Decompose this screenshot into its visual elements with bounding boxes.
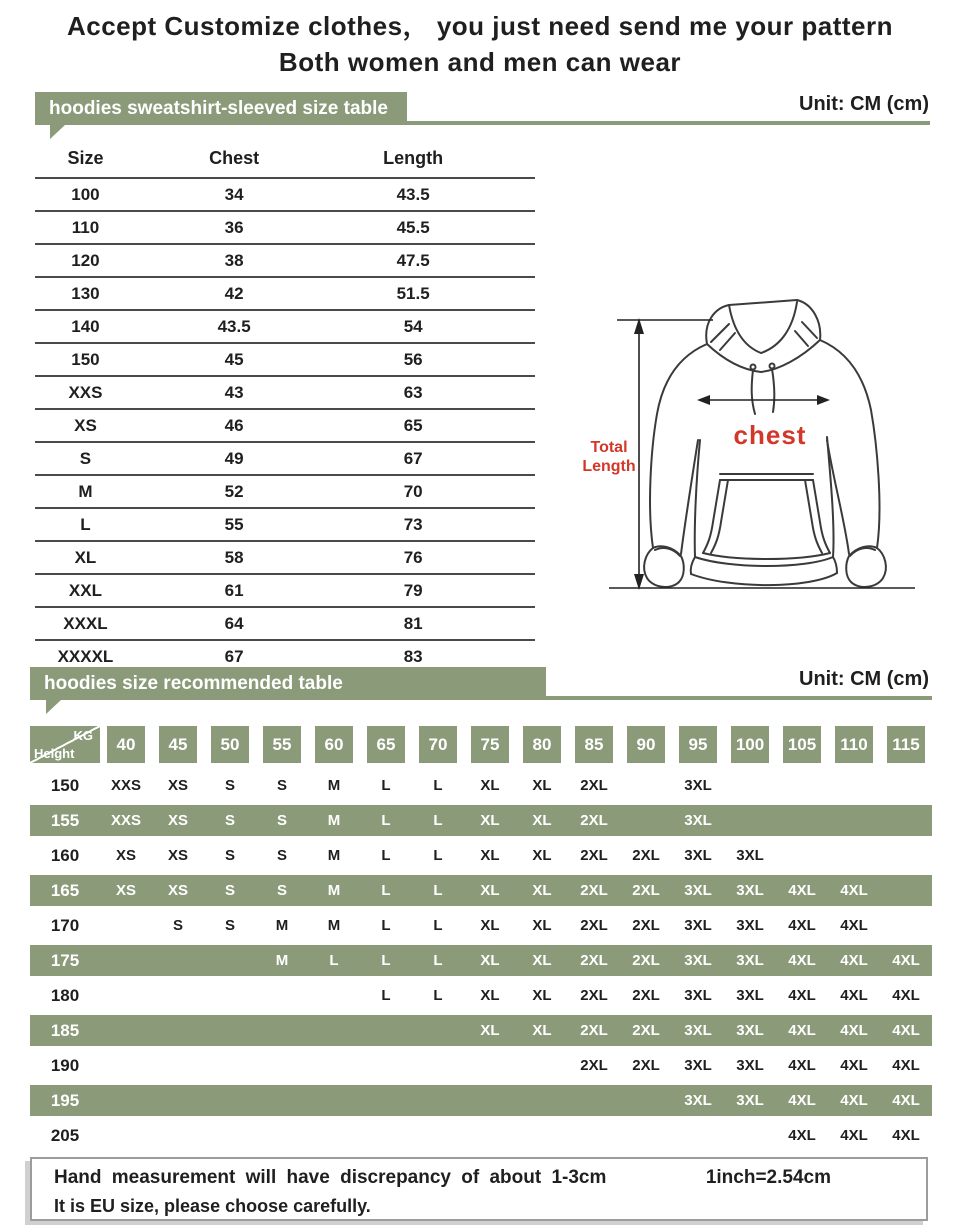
recommended-size-cell: 3XL bbox=[684, 952, 712, 969]
recommended-size-cell: 2XL bbox=[580, 952, 608, 969]
size-table-cell: XXL bbox=[35, 574, 136, 607]
size-table-cell: XXXL bbox=[35, 607, 136, 640]
size-table-row bbox=[35, 508, 535, 541]
hoodie-figure bbox=[565, 282, 950, 612]
recommended-size-cell: 4XL bbox=[788, 882, 816, 899]
size-table-cell: 64 bbox=[136, 607, 332, 640]
recommended-size-cell: 4XL bbox=[840, 952, 868, 969]
size-table-cell: 67 bbox=[136, 640, 332, 673]
size-table-cell: 65 bbox=[332, 409, 535, 442]
size-table-cell: L bbox=[35, 508, 136, 541]
size-table-cell: 73 bbox=[332, 508, 535, 541]
recommend-row bbox=[30, 1013, 932, 1048]
recommended-size-cell: XL bbox=[532, 777, 552, 794]
recommended-size-cell: XL bbox=[480, 777, 500, 794]
recommended-size-cell: 4XL bbox=[840, 1057, 868, 1074]
recommend-row bbox=[30, 768, 932, 803]
recommended-size-cell: 4XL bbox=[840, 882, 868, 899]
weight-header-cell: 40 bbox=[107, 726, 145, 763]
recommended-size-cell: S bbox=[276, 777, 287, 794]
recommended-size-cell: L bbox=[433, 882, 443, 899]
recommended-size-cell: 3XL bbox=[684, 777, 712, 794]
recommended-size-cell: 4XL bbox=[788, 987, 816, 1004]
weight-header-cell: 80 bbox=[523, 726, 561, 763]
recommended-size-cell: 2XL bbox=[580, 1057, 608, 1074]
recommended-size-cell: XS bbox=[167, 882, 188, 899]
recommended-size-cell: L bbox=[433, 812, 443, 829]
height-cell: 175 bbox=[50, 950, 80, 970]
recommended-size-cell: S bbox=[276, 882, 287, 899]
size-table bbox=[35, 140, 535, 674]
recommended-size-cell: 3XL bbox=[736, 987, 764, 1004]
recommended-size-cell: XL bbox=[480, 917, 500, 934]
size-table-cell: 61 bbox=[136, 574, 332, 607]
size-table-header-row bbox=[35, 140, 535, 178]
recommended-size-cell: 4XL bbox=[788, 1092, 816, 1109]
banner-tail-icon bbox=[50, 125, 65, 139]
size-table-cell: 150 bbox=[35, 343, 136, 376]
page-title bbox=[0, 8, 960, 80]
weight-header-cell: 115 bbox=[887, 726, 925, 763]
recommend-row bbox=[30, 803, 932, 838]
recommended-size-cell: 3XL bbox=[736, 952, 764, 969]
size-table-cell: 36 bbox=[136, 211, 332, 244]
recommended-size-cell: XL bbox=[532, 882, 552, 899]
weight-header-cell: 90 bbox=[627, 726, 665, 763]
size-table-cell: 43.5 bbox=[332, 178, 535, 211]
weight-header-cell: 110 bbox=[835, 726, 873, 763]
size-table-cell: 45 bbox=[136, 343, 332, 376]
measurement-note: Hand measurement will have discrepancy of about 1-3cm bbox=[54, 1167, 607, 1188]
recommended-size-cell: S bbox=[276, 847, 287, 864]
recommend-banner-label: hoodies size recommended table bbox=[44, 673, 343, 694]
recommended-size-cell: 3XL bbox=[684, 1022, 712, 1039]
size-table-row bbox=[35, 475, 535, 508]
recommend-table-banner bbox=[30, 667, 546, 700]
recommended-size-cell: 2XL bbox=[580, 777, 608, 794]
hoodie-illustration bbox=[565, 282, 950, 612]
recommended-size-cell: L bbox=[433, 847, 443, 864]
recommend-row bbox=[30, 908, 932, 943]
recommended-size-cell: M bbox=[327, 812, 341, 829]
corner-kg-label: KG bbox=[73, 728, 93, 743]
size-table-cell: 56 bbox=[332, 343, 535, 376]
recommend-table-head bbox=[30, 726, 932, 763]
size-table-cell: 43.5 bbox=[136, 310, 332, 343]
size-table-row bbox=[35, 244, 535, 277]
recommended-size-cell: 3XL bbox=[736, 917, 764, 934]
size-table-section-head bbox=[0, 92, 960, 142]
size-table-cell: XXS bbox=[35, 376, 136, 409]
weight-header-cell: 55 bbox=[263, 726, 301, 763]
recommended-size-cell: XXS bbox=[110, 777, 141, 794]
size-table-cell: XS bbox=[35, 409, 136, 442]
recommend-row bbox=[30, 1048, 932, 1083]
recommended-size-cell: XS bbox=[167, 847, 188, 864]
size-table-row bbox=[35, 310, 535, 343]
size-table-cell: 120 bbox=[35, 244, 136, 277]
recommended-size-cell: 3XL bbox=[684, 882, 712, 899]
recommended-size-cell: L bbox=[433, 987, 443, 1004]
size-table-cell: 47.5 bbox=[332, 244, 535, 277]
recommended-size-cell: L bbox=[433, 917, 443, 934]
recommended-size-cell: XL bbox=[480, 882, 500, 899]
height-cell: 195 bbox=[50, 1090, 80, 1110]
recommended-size-cell: XL bbox=[532, 952, 552, 969]
recommended-size-cell: XL bbox=[480, 1022, 500, 1039]
size-table-row bbox=[35, 178, 535, 211]
recommended-size-cell: 4XL bbox=[840, 1022, 868, 1039]
recommended-size-cell: M bbox=[327, 917, 341, 934]
corner-cell bbox=[30, 726, 100, 763]
size-table-row bbox=[35, 211, 535, 244]
recommended-size-cell: 2XL bbox=[632, 882, 660, 899]
weight-header-cell: 85 bbox=[575, 726, 613, 763]
size-table-cell: 42 bbox=[136, 277, 332, 310]
recommended-size-cell: S bbox=[224, 812, 235, 829]
recommend-row bbox=[30, 943, 932, 978]
recommended-size-cell: S bbox=[172, 917, 183, 934]
footer-note-box bbox=[30, 1157, 928, 1221]
recommended-size-cell: 4XL bbox=[840, 987, 868, 1004]
recommended-size-cell: L bbox=[381, 917, 391, 934]
recommended-size-cell: XL bbox=[532, 847, 552, 864]
size-table-cell: 34 bbox=[136, 178, 332, 211]
recommended-size-cell: 4XL bbox=[788, 1022, 816, 1039]
recommended-size-cell: 4XL bbox=[788, 1057, 816, 1074]
size-table-cell: 49 bbox=[136, 442, 332, 475]
recommended-size-cell: 4XL bbox=[892, 1022, 920, 1039]
recommended-size-cell: 4XL bbox=[788, 952, 816, 969]
recommended-size-cell: L bbox=[381, 952, 391, 969]
size-table-cell: 38 bbox=[136, 244, 332, 277]
size-table-row bbox=[35, 574, 535, 607]
title-line-2: Both women and men can wear bbox=[278, 47, 682, 77]
col-header-chest: Chest bbox=[136, 140, 332, 178]
recommended-size-cell: XL bbox=[532, 917, 552, 934]
recommended-size-cell: M bbox=[275, 917, 289, 934]
recommended-size-cell: 4XL bbox=[788, 917, 816, 934]
recommended-size-cell: L bbox=[381, 987, 391, 1004]
recommended-size-cell: 2XL bbox=[580, 917, 608, 934]
recommended-size-cell: 3XL bbox=[736, 1022, 764, 1039]
size-table-cell: 130 bbox=[35, 277, 136, 310]
height-cell: 150 bbox=[50, 775, 80, 795]
height-cell: 170 bbox=[50, 915, 80, 935]
recommended-size-cell: 2XL bbox=[632, 847, 660, 864]
unit-label: Unit: CM (cm) bbox=[799, 93, 929, 115]
size-table-cell: 46 bbox=[136, 409, 332, 442]
recommended-size-cell: 4XL bbox=[840, 1092, 868, 1109]
recommended-size-cell: S bbox=[276, 812, 287, 829]
recommended-size-cell: XS bbox=[115, 847, 136, 864]
title-line-1: Accept Customize clothes， you just need send me your pattern bbox=[66, 11, 894, 41]
recommended-size-cell: 3XL bbox=[684, 1057, 712, 1074]
height-cell: 165 bbox=[50, 880, 80, 900]
weight-header-cell: 50 bbox=[211, 726, 249, 763]
recommended-size-cell: XL bbox=[480, 847, 500, 864]
banner-tail-icon bbox=[46, 700, 61, 714]
size-table-cell: 83 bbox=[332, 640, 535, 673]
col-header-size: Size bbox=[35, 140, 136, 178]
size-table-banner-label: hoodies sweatshirt-sleeved size table bbox=[49, 98, 388, 119]
recommended-size-cell: XL bbox=[480, 987, 500, 1004]
weight-header-cell: 70 bbox=[419, 726, 457, 763]
size-table-row bbox=[35, 541, 535, 574]
recommended-size-cell: L bbox=[381, 777, 391, 794]
recommended-size-cell: XS bbox=[167, 777, 188, 794]
recommended-size-cell: 4XL bbox=[892, 987, 920, 1004]
recommended-size-cell: 3XL bbox=[736, 1092, 764, 1109]
weight-header-cell: 45 bbox=[159, 726, 197, 763]
recommended-size-cell: 3XL bbox=[684, 847, 712, 864]
recommended-size-cell: L bbox=[329, 952, 339, 969]
recommended-size-cell: M bbox=[327, 777, 341, 794]
recommended-size-cell: L bbox=[381, 812, 391, 829]
weight-header-cell: 95 bbox=[679, 726, 717, 763]
size-table-cell: M bbox=[35, 475, 136, 508]
weight-header-cell: 105 bbox=[783, 726, 821, 763]
recommended-size-cell: L bbox=[381, 882, 391, 899]
recommended-size-cell: 3XL bbox=[684, 987, 712, 1004]
recommended-size-cell: 2XL bbox=[580, 812, 608, 829]
recommended-size-cell: 2XL bbox=[580, 987, 608, 1004]
recommended-size-cell: 4XL bbox=[892, 1057, 920, 1074]
recommended-size-cell: 4XL bbox=[840, 1127, 868, 1144]
recommended-size-cell: S bbox=[224, 882, 235, 899]
recommended-size-cell: XL bbox=[532, 812, 552, 829]
size-table-cell: 67 bbox=[332, 442, 535, 475]
size-table-row bbox=[35, 409, 535, 442]
height-cell: 205 bbox=[50, 1125, 80, 1145]
recommended-size-cell: S bbox=[224, 847, 235, 864]
size-table-cell: 79 bbox=[332, 574, 535, 607]
recommend-row bbox=[30, 1118, 932, 1153]
weight-header-cell: 100 bbox=[731, 726, 769, 763]
recommended-size-cell: 2XL bbox=[632, 1022, 660, 1039]
total-length-label-line1: Total bbox=[590, 439, 628, 456]
size-table-cell: 76 bbox=[332, 541, 535, 574]
recommended-size-cell: 2XL bbox=[632, 952, 660, 969]
recommended-size-cell: 4XL bbox=[892, 1127, 920, 1144]
weight-header-cell: 60 bbox=[315, 726, 353, 763]
size-table-cell: XXXXL bbox=[35, 640, 136, 673]
recommended-size-cell: XS bbox=[115, 882, 136, 899]
weight-header-cell: 75 bbox=[471, 726, 509, 763]
col-header-length: Length bbox=[332, 140, 535, 178]
recommended-size-cell: 2XL bbox=[632, 987, 660, 1004]
size-table-row bbox=[35, 607, 535, 640]
recommend-table bbox=[30, 726, 932, 1153]
recommended-size-cell: M bbox=[327, 882, 341, 899]
recommended-size-cell: S bbox=[224, 777, 235, 794]
recommended-size-cell: XS bbox=[167, 812, 188, 829]
size-table-cell: 54 bbox=[332, 310, 535, 343]
recommended-size-cell: S bbox=[224, 917, 235, 934]
inch-conversion: 1inch=2.54cm bbox=[705, 1167, 831, 1188]
total-length-label-line2: Length bbox=[582, 458, 636, 475]
recommended-size-cell: XXS bbox=[110, 812, 141, 829]
recommended-size-cell: 3XL bbox=[736, 882, 764, 899]
size-table-cell: 70 bbox=[332, 475, 535, 508]
recommended-size-cell: M bbox=[327, 847, 341, 864]
recommended-size-cell: L bbox=[433, 777, 443, 794]
size-table-cell: 43 bbox=[136, 376, 332, 409]
recommend-row bbox=[30, 1083, 932, 1118]
size-table-cell: XL bbox=[35, 541, 136, 574]
size-table-cell: 55 bbox=[136, 508, 332, 541]
recommend-row bbox=[30, 873, 932, 908]
size-table-cell: 63 bbox=[332, 376, 535, 409]
size-table-row bbox=[35, 277, 535, 310]
size-table-cell: 81 bbox=[332, 607, 535, 640]
recommend-table-body bbox=[30, 768, 932, 1153]
arrowhead-left-icon bbox=[697, 395, 710, 405]
size-table-cell: 51.5 bbox=[332, 277, 535, 310]
size-table-row bbox=[35, 376, 535, 409]
recommended-size-cell: XL bbox=[480, 812, 500, 829]
arrowhead-right-icon bbox=[817, 395, 830, 405]
recommended-size-cell: 3XL bbox=[684, 1092, 712, 1109]
recommended-size-cell: XL bbox=[532, 1022, 552, 1039]
size-table-body bbox=[35, 178, 535, 673]
size-table-cell: 58 bbox=[136, 541, 332, 574]
recommended-size-cell: L bbox=[381, 847, 391, 864]
eu-size-note: It is EU size, please choose carefully. bbox=[54, 1196, 371, 1216]
recommended-size-cell: 3XL bbox=[736, 1057, 764, 1074]
height-cell: 185 bbox=[50, 1020, 80, 1040]
height-cell: 155 bbox=[50, 810, 80, 830]
recommended-size-cell: 2XL bbox=[580, 847, 608, 864]
height-cell: 190 bbox=[50, 1055, 80, 1075]
size-table-cell: 45.5 bbox=[332, 211, 535, 244]
recommended-size-cell: 4XL bbox=[788, 1127, 816, 1144]
recommend-section-head bbox=[0, 667, 960, 717]
recommended-size-cell: 4XL bbox=[840, 917, 868, 934]
recommended-size-cell: M bbox=[275, 952, 289, 969]
recommended-size-cell: 3XL bbox=[736, 847, 764, 864]
footer-line-1 bbox=[54, 1167, 926, 1189]
recommended-size-cell: XL bbox=[480, 952, 500, 969]
size-table-cell: S bbox=[35, 442, 136, 475]
recommend-row bbox=[30, 838, 932, 873]
recommended-size-cell: 3XL bbox=[684, 917, 712, 934]
chest-label: chest bbox=[733, 420, 807, 450]
recommended-size-cell: XL bbox=[532, 987, 552, 1004]
height-cell: 160 bbox=[50, 845, 80, 865]
recommended-size-cell: 2XL bbox=[580, 1022, 608, 1039]
recommended-size-cell: 3XL bbox=[684, 812, 712, 829]
recommended-size-cell: 4XL bbox=[892, 1092, 920, 1109]
height-cell: 180 bbox=[50, 985, 80, 1005]
recommended-size-cell: L bbox=[433, 952, 443, 969]
size-table-banner bbox=[35, 92, 407, 125]
recommended-size-cell: 2XL bbox=[632, 917, 660, 934]
recommended-size-cell: 2XL bbox=[580, 882, 608, 899]
size-table-cell: 100 bbox=[35, 178, 136, 211]
size-table-cell: 140 bbox=[35, 310, 136, 343]
unit-label: Unit: CM (cm) bbox=[799, 668, 929, 690]
weight-header-cell: 65 bbox=[367, 726, 405, 763]
size-table-cell: 52 bbox=[136, 475, 332, 508]
recommend-row bbox=[30, 978, 932, 1013]
corner-height-label: Height bbox=[34, 746, 75, 761]
size-table-cell: 110 bbox=[35, 211, 136, 244]
recommended-size-cell: 2XL bbox=[632, 1057, 660, 1074]
size-table-row bbox=[35, 343, 535, 376]
recommended-size-cell: 4XL bbox=[892, 952, 920, 969]
size-table-row bbox=[35, 442, 535, 475]
